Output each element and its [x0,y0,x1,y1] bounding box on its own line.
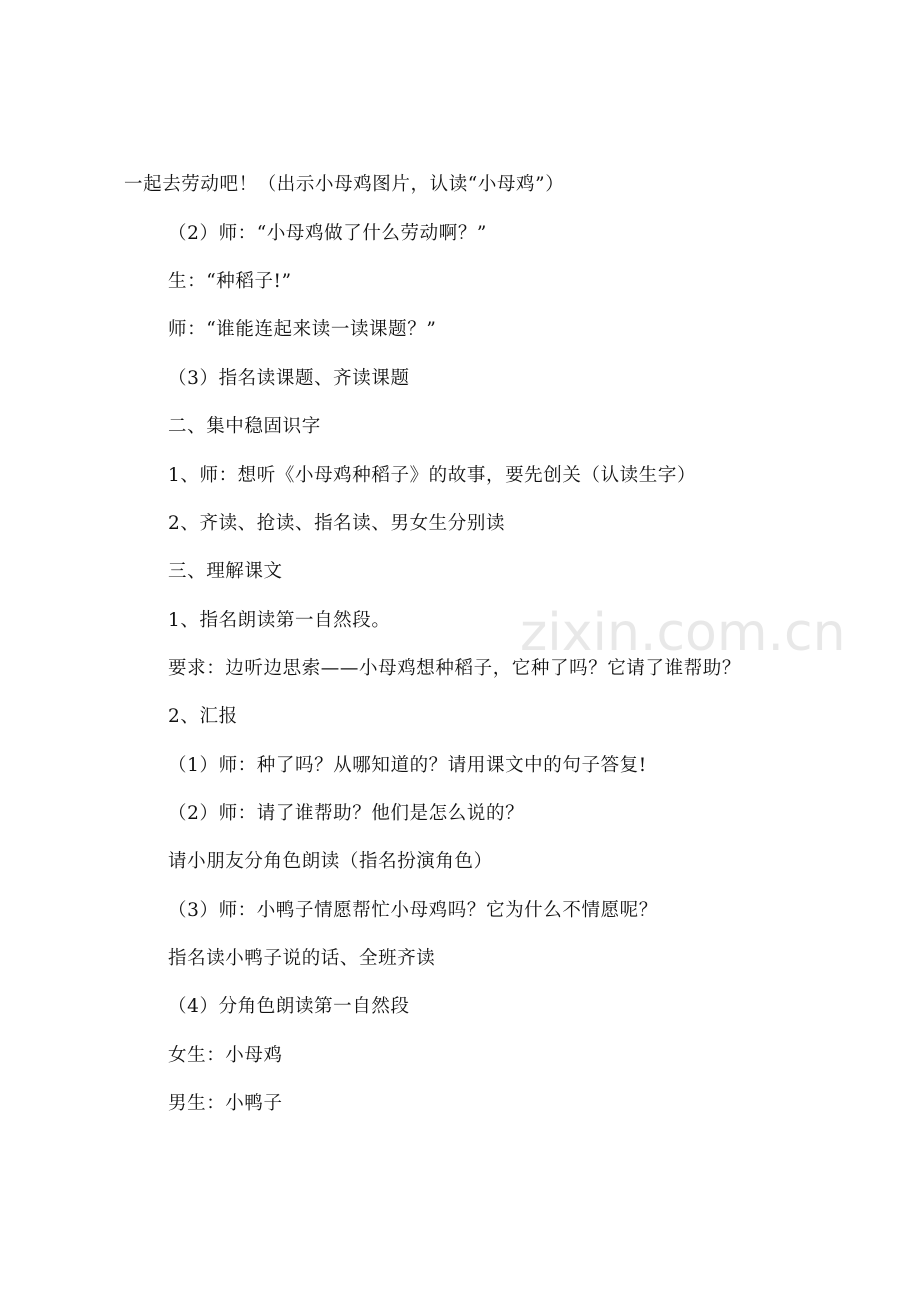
text-line: （4）分角色朗读第一自然段 [168,996,410,1017]
text-line: 一起去劳动吧！（出示小母鸡图片，认读“小母鸡”） [124,174,565,195]
text-line: 男生：小鸭子 [168,1093,283,1114]
text-line: 师：“谁能连起来读一读课题？” [168,319,437,340]
watermark: zixin.com.cn [520,603,846,663]
text-line: 生：“种稻子!” [168,271,292,292]
text-line: 女生：小母鸡 [168,1045,283,1066]
section-heading: 二、集中稳固识字 [168,416,321,437]
text-line: 指名读小鸭子说的话、全班齐读 [168,948,436,969]
text-line: 2、齐读、抢读、指名读、男女生分别读 [168,513,506,534]
text-line: （3）指名读课题、齐读课题 [168,368,410,389]
text-line: 1、指名朗读第一自然段。 [168,610,391,631]
section-heading: 三、理解课文 [168,561,283,582]
text-line: （1）师：种了吗？从哪知道的？请用课文中的句子答复! [168,755,647,776]
text-line: 2、汇报 [168,706,238,727]
text-line: （3）师：小鸭子情愿帮忙小母鸡吗？它为什么不情愿呢？ [168,900,658,921]
text-line: 要求：边听边思索——小母鸡想种稻子，它种了吗？它请了谁帮助？ [168,658,742,679]
text-line: （2）师：“小母鸡做了什么劳动啊？” [168,223,487,244]
text-line: 1、师：想听《小母鸡种稻子》的故事，要先创关（认读生字） [168,465,697,486]
text-line: 请小朋友分角色朗读（指名扮演角色） [168,851,493,872]
text-line: （2）师：请了谁帮助？他们是怎么说的？ [168,803,525,824]
